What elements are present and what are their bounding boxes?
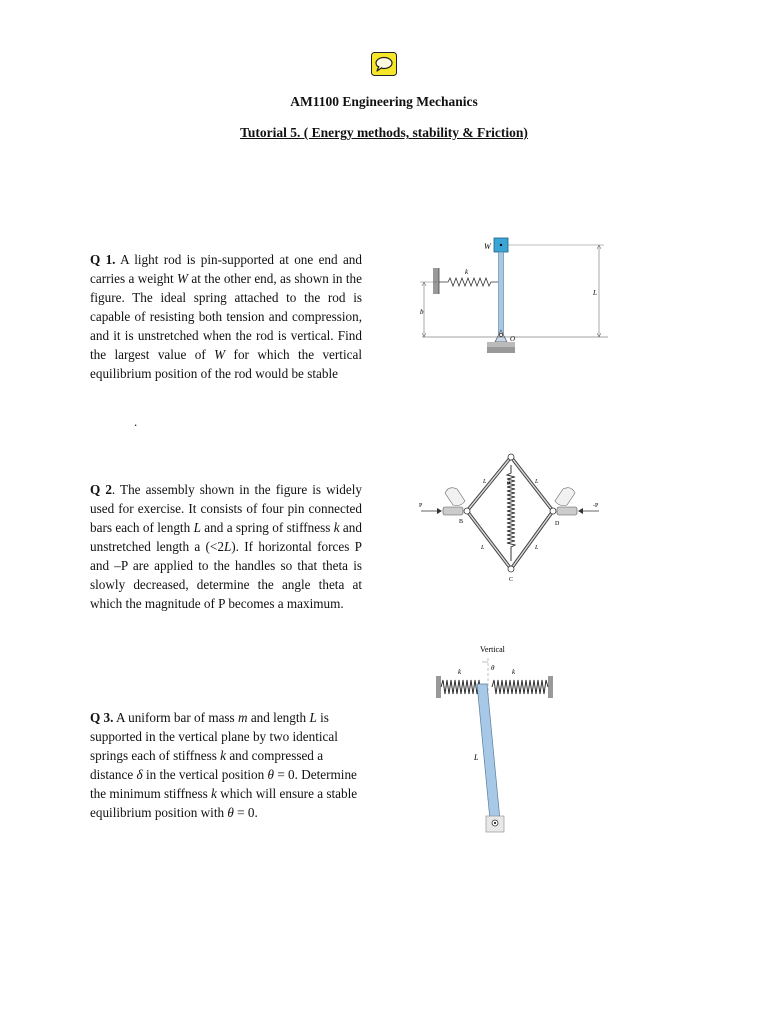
q2-label-L-lower-right: L (535, 545, 539, 551)
q2-label-L-upper-left: L (483, 479, 487, 485)
q3-figure (430, 640, 560, 840)
q2-label-minus-P: -P (593, 503, 599, 509)
comment-icon[interactable] (371, 52, 397, 76)
q2-figure (415, 445, 615, 585)
q3-label-vertical: Vertical (480, 645, 505, 654)
question-1-text: Q 1. A light rod is pin-supported at one end and carries a weight W at the other end, as shown in the figure. The ideal spring attached to the rod is capable of resisting both tension and compression, and it is unstretched when the rod is vertical. Find the largest value of W for which the vertical equilibrium position of the rod would be stable (90, 252, 362, 381)
q2-label-theta: θ (507, 481, 510, 487)
q2-label-L-lower-left: L (481, 545, 485, 551)
q1-label-b: b (420, 308, 424, 316)
q3-label-theta: θ (491, 664, 495, 672)
q3-label-k-left: k (458, 668, 462, 676)
q3-label-k-right: k (512, 668, 516, 676)
question-3-text: Q 3. A uniform bar of mass m and length L is supported in the vertical plane by two identical springs each of stiffness k and compressed a distance δ in the vertical position θ = 0. Determine the minimum stiffness k which will ensure a stable equilibrium position with θ = 0. (90, 710, 358, 820)
q2-label-B: B (459, 519, 464, 525)
q2-label-D: D (555, 521, 560, 527)
q3-label-L: L (474, 753, 479, 762)
q1-label-O: O (510, 335, 516, 343)
question-2-text: Q 2. The assembly shown in the figure is widely used for exercise. It consists of four pin connected bars each of length L and a spring of stiffness k and unstretched length a (<2L). If horizontal forces P and –P are applied to the handles so that theta is slowly decreased, determine the angle theta at which the magnitude of P becomes a maximum. (90, 482, 363, 611)
stray-dot: . (134, 414, 138, 429)
q2-label-P: P (419, 503, 423, 509)
course-title: AM1100 Engineering Mechanics (290, 94, 478, 109)
q1-label-k: k (465, 268, 469, 276)
tutorial-title: Tutorial 5. ( Energy methods, stability & Friction) (240, 125, 528, 140)
q1-label-L: L (593, 289, 597, 297)
q2-label-L-upper-right: L (535, 479, 539, 485)
q2-label-C: C (509, 577, 514, 583)
q1-figure (412, 234, 612, 358)
q1-label-W: W (484, 242, 491, 251)
